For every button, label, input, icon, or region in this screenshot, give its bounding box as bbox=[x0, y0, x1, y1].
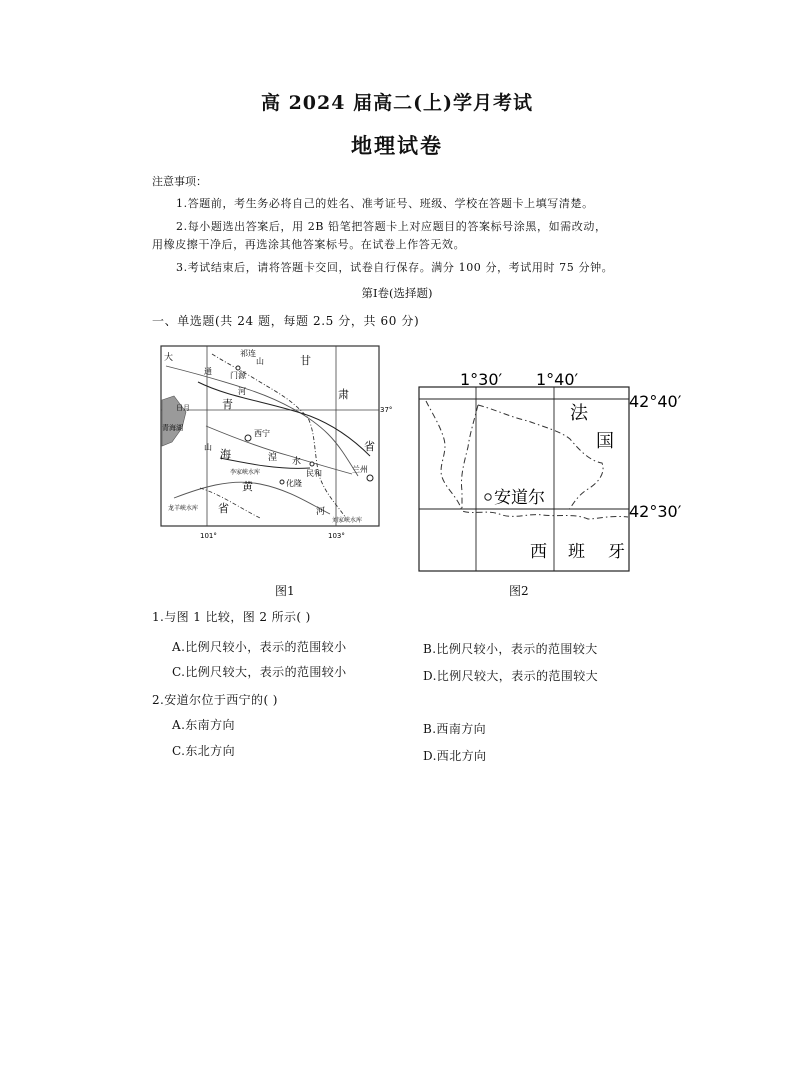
question-1-option-b: B.比例尺较小，表示的范围较大 bbox=[423, 642, 598, 656]
question-2-option-c: C.东北方向 bbox=[172, 744, 235, 758]
f2-label-lon1: 1°30′ bbox=[460, 370, 503, 389]
part-heading: 一、单选题(共 24 题，每题 2.5 分，共 60 分) bbox=[152, 314, 420, 328]
f1-label-qilian: 祁连 bbox=[240, 349, 256, 358]
f1-label-shan2: 山 bbox=[204, 443, 212, 452]
f1-label-su: 肃 bbox=[338, 388, 349, 401]
f1-label-lanzhou: 兰州 bbox=[352, 465, 368, 474]
question-2-option-d: D.西北方向 bbox=[423, 749, 487, 763]
f2-label-andorra: 安道尔 bbox=[494, 488, 545, 508]
notes-heading: 注意事项： bbox=[152, 175, 207, 188]
f1-label-gan: 甘 bbox=[300, 354, 311, 367]
f1-label-tong: 通 bbox=[204, 367, 212, 376]
f2-label-ban: 班 bbox=[568, 542, 585, 562]
question-2-option-a: A.东南方向 bbox=[172, 718, 235, 732]
f1-label-sheng1: 省 bbox=[364, 440, 375, 453]
f2-label-guo: 国 bbox=[596, 431, 614, 452]
question-1-option-a: A.比例尺较小，表示的范围较小 bbox=[172, 640, 347, 654]
f2-label-lat1: 42°40′ bbox=[629, 392, 682, 411]
subject-title: 地理试卷 bbox=[351, 133, 443, 158]
f1-label-riyue: 日月 bbox=[176, 404, 190, 412]
note-3: 3.考试结束后，请将答题卡交回，试卷自行保存。满分 100 分，考试用时 75 分钟。 bbox=[176, 261, 614, 274]
f1-label-shan1: 山 bbox=[256, 357, 264, 366]
volume-heading: 第Ⅰ卷(选择题) bbox=[361, 286, 433, 300]
f1-label-shui: 水 bbox=[292, 457, 302, 467]
f1-label-hai: 海 bbox=[220, 448, 231, 461]
f1-label-he1: 河 bbox=[238, 387, 246, 396]
note-1: 1.答题前，考生务必将自己的姓名、准考证号、班级、学校在答题卡上填写清楚。 bbox=[176, 197, 594, 210]
note-2: 2.每小题选出答案后，用 2B 铅笔把答题卡上对应题目的答案标号涂黑，如需改动， bbox=[176, 220, 607, 233]
f2-label-xi: 西 bbox=[530, 542, 547, 562]
f1-label-shi: 湟 bbox=[268, 453, 278, 463]
f2-label-lat2: 42°30′ bbox=[629, 502, 682, 521]
f1-label-lijiaxia: 李家峡水库 bbox=[230, 469, 261, 476]
f1-label-he2: 河 bbox=[316, 507, 326, 517]
f2-label-ya: 牙 bbox=[608, 542, 625, 562]
f1-label-hualong: 化隆 bbox=[286, 479, 302, 488]
f2-label-lon2: 1°40′ bbox=[536, 370, 579, 389]
f1-label-longyangxia: 龙羊峡水库 bbox=[168, 505, 199, 512]
f1-label-xining: 西宁 bbox=[254, 429, 270, 438]
f1-label-lon103: 103° bbox=[328, 532, 345, 540]
f1-label-menyuan: 门源 bbox=[230, 371, 246, 380]
figure2-caption: 图2 bbox=[509, 584, 529, 598]
figure2-map bbox=[418, 365, 690, 575]
question-1-option-c: C.比例尺较大，表示的范围较小 bbox=[172, 665, 347, 679]
exam-title: 高 2024 届高二(上)学月考试 bbox=[260, 92, 534, 114]
f2-label-fa: 法 bbox=[570, 403, 588, 424]
question-2-stem: 2.安道尔位于西宁的( ) bbox=[152, 693, 278, 707]
note-2-cont: 用橡皮擦干净后，再选涂其他答案标号。在试卷上作答无效。 bbox=[152, 238, 466, 251]
question-1-option-d: D.比例尺较大，表示的范围较大 bbox=[423, 669, 599, 683]
f1-label-huang: 黄 bbox=[242, 480, 253, 493]
f1-label-lat37: 37° bbox=[380, 406, 393, 414]
f1-label-da: 大 bbox=[164, 353, 174, 363]
f1-label-lon101: 101° bbox=[200, 532, 217, 540]
figure1-caption: 图1 bbox=[275, 584, 295, 598]
question-2-option-b: B.西南方向 bbox=[423, 722, 487, 736]
figure1-map bbox=[160, 338, 400, 548]
f1-label-qing: 青 bbox=[222, 398, 233, 411]
f1-label-minhe: 民和 bbox=[306, 469, 322, 478]
question-1-stem: 1.与图 1 比较，图 2 所示( ) bbox=[152, 610, 311, 624]
f1-label-liujiaxia: 刘家峡水库 bbox=[332, 517, 363, 524]
f1-label-sheng2: 省 bbox=[218, 502, 229, 515]
f1-label-qinghaihu: 青海湖 bbox=[162, 424, 183, 432]
